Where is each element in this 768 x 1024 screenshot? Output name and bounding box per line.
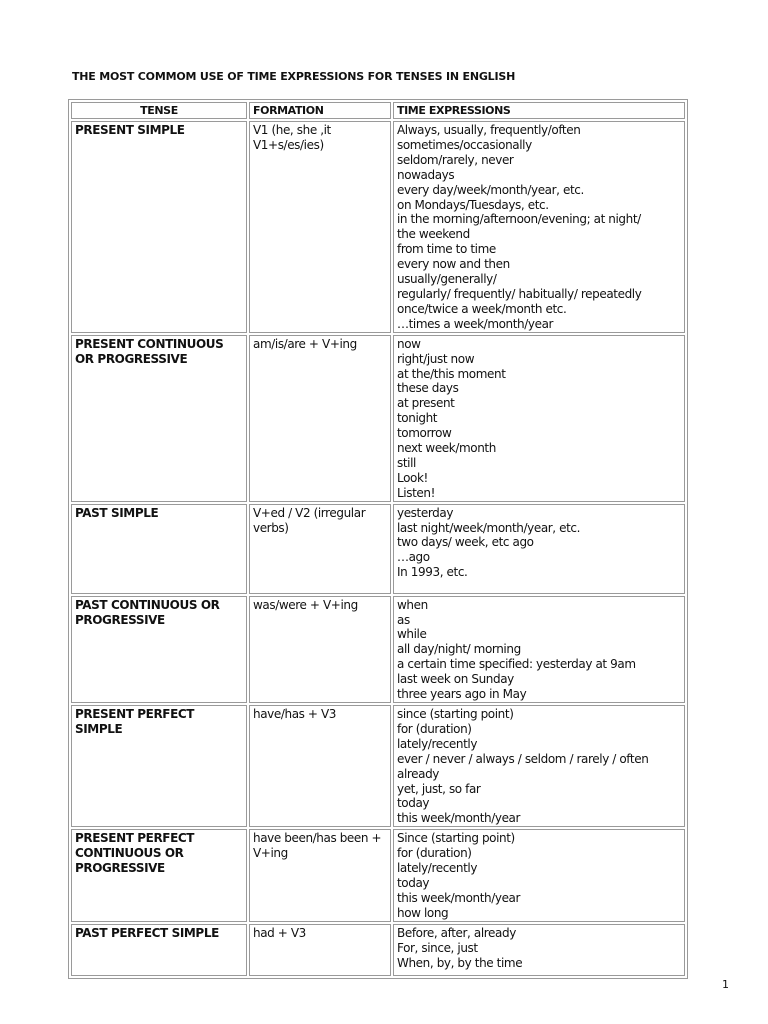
time-expression-item: tonight	[397, 411, 438, 426]
time-expression-item: on Mondays/Tuesdays, etc.	[397, 197, 549, 212]
time-expression-item: Always, usually, frequently/often	[397, 123, 581, 137]
time-expression-item: two days/ week, etc ago	[397, 535, 534, 550]
time-expression-item: still	[397, 455, 416, 470]
formation-cell: have been/has been + V+ing	[249, 829, 391, 921]
time-expression-item: how long	[397, 905, 449, 920]
table-body	[71, 121, 685, 976]
time-expression-item: already	[397, 766, 440, 781]
table-header-row	[71, 102, 685, 119]
table-row	[71, 504, 685, 594]
tense-name-cell: PAST CONTINUOUS OR PROGRESSIVE	[71, 596, 247, 703]
time-expressions-cell	[393, 121, 685, 333]
table-row	[71, 121, 685, 333]
header-tense: TENSE	[71, 102, 247, 119]
time-expression-item: nowadays	[397, 167, 455, 182]
formation-cell: have/has + V3	[249, 705, 391, 827]
formation-cell: was/were + V+ing	[249, 596, 391, 703]
formation-cell: had + V3	[249, 924, 391, 976]
time-expression-item: while	[397, 627, 427, 642]
table-row	[71, 829, 685, 921]
time-expressions-cell	[393, 335, 685, 502]
page-number: 1	[722, 978, 729, 991]
table-row	[71, 924, 685, 976]
time-expression-item: these days	[397, 381, 459, 396]
formation-cell: V1 (he, she ,it V1+s/es/ies)	[249, 121, 391, 333]
time-expressions-cell	[393, 924, 685, 976]
table-row	[71, 705, 685, 827]
formation-cell: am/is/are + V+ing	[249, 335, 391, 502]
time-expression-item: For, since, just	[397, 940, 478, 955]
time-expression-item: tomorrow	[397, 426, 452, 441]
document-title: THE MOST COMMOM USE OF TIME EXPRESSIONS FOR TENSES IN ENGLISH	[72, 70, 516, 83]
time-expressions-cell	[393, 504, 685, 594]
time-expression-item: last night/week/month/year, etc.	[397, 520, 581, 535]
time-expression-item: as	[397, 612, 410, 627]
time-expression-item: now	[397, 336, 421, 351]
tenses-table	[68, 99, 688, 979]
time-expression-item: ever / never / always / seldom / rarely / often	[397, 751, 649, 766]
time-expression-item: seldom/rarely, never	[397, 152, 514, 167]
table-row	[71, 596, 685, 703]
time-expression-item: today	[397, 875, 430, 890]
formation-cell: V+ed / V2 (irregular verbs)	[249, 504, 391, 594]
time-expression-item: Look!	[397, 470, 428, 485]
tense-name-cell: PAST PERFECT SIMPLE	[71, 924, 247, 976]
time-expression-item: this week/month/year	[397, 811, 521, 826]
tense-name-cell: PRESENT PERFECT SIMPLE	[71, 705, 247, 827]
time-expression-item: once/twice a week/month etc.	[397, 301, 567, 316]
time-expression-item: Since (starting point)	[397, 831, 515, 846]
time-expression-item: for (duration)	[397, 846, 472, 861]
time-expression-item: last week on Sunday	[397, 672, 514, 687]
time-expression-item: regularly/ frequently/ habitually/ repeatedly	[397, 286, 642, 301]
header-time-expressions: TIME EXPRESSIONS	[393, 102, 685, 119]
time-expression-item: from time to time	[397, 242, 496, 257]
time-expressions-cell	[393, 705, 685, 827]
time-expression-item: …times a week/month/year	[397, 316, 554, 331]
tense-name-cell: PAST SIMPLE	[71, 504, 247, 594]
tense-name-cell: PRESENT CONTINUOUS OR PROGRESSIVE	[71, 335, 247, 502]
time-expression-item: When, by, by the time	[397, 955, 523, 970]
time-expression-item: lately/recently	[397, 861, 478, 876]
tense-name-cell: PRESENT SIMPLE	[71, 121, 247, 333]
time-expression-item: Before, after, already	[397, 925, 516, 940]
time-expression-item: sometimes/occasionally	[397, 137, 532, 152]
time-expression-item: at present	[397, 396, 455, 411]
time-expressions-cell	[393, 596, 685, 703]
time-expression-item: at the/this moment	[397, 366, 506, 381]
time-expression-item: usually/generally/	[397, 272, 497, 287]
time-expression-item: In 1993, etc.	[397, 565, 468, 580]
time-expression-item: since (starting point)	[397, 707, 514, 721]
header-formation: FORMATION	[249, 102, 391, 119]
time-expression-item: a certain time specified: yesterday at 9am	[397, 657, 636, 672]
time-expression-item: in the morning/afternoon/evening; at night/	[397, 212, 641, 227]
time-expression-item: every now and then	[397, 257, 510, 272]
time-expression-item: right/just now	[397, 351, 475, 366]
time-expression-item: Listen!	[397, 485, 435, 500]
time-expression-item: yesterday	[397, 505, 454, 520]
time-expression-item: yet, just, so far	[397, 781, 481, 796]
time-expression-item: when	[397, 597, 428, 612]
time-expressions-cell	[393, 829, 685, 921]
time-expression-item: all day/night/ morning	[397, 642, 521, 657]
time-expression-item: the weekend	[397, 227, 470, 242]
time-expression-item: today	[397, 796, 430, 811]
time-expression-item: next week/month	[397, 441, 496, 456]
time-expression-item: lately/recently	[397, 736, 478, 751]
time-expression-item: every day/week/month/year, etc.	[397, 182, 584, 197]
time-expression-item: …ago	[397, 550, 430, 565]
table-row	[71, 335, 685, 502]
time-expression-item: this week/month/year	[397, 890, 521, 905]
time-expression-item: for (duration)	[397, 721, 472, 736]
tense-name-cell: PRESENT PERFECT CONTINUOUS OR PROGRESSIVE	[71, 829, 247, 921]
time-expression-item: three years ago in May	[397, 687, 527, 702]
